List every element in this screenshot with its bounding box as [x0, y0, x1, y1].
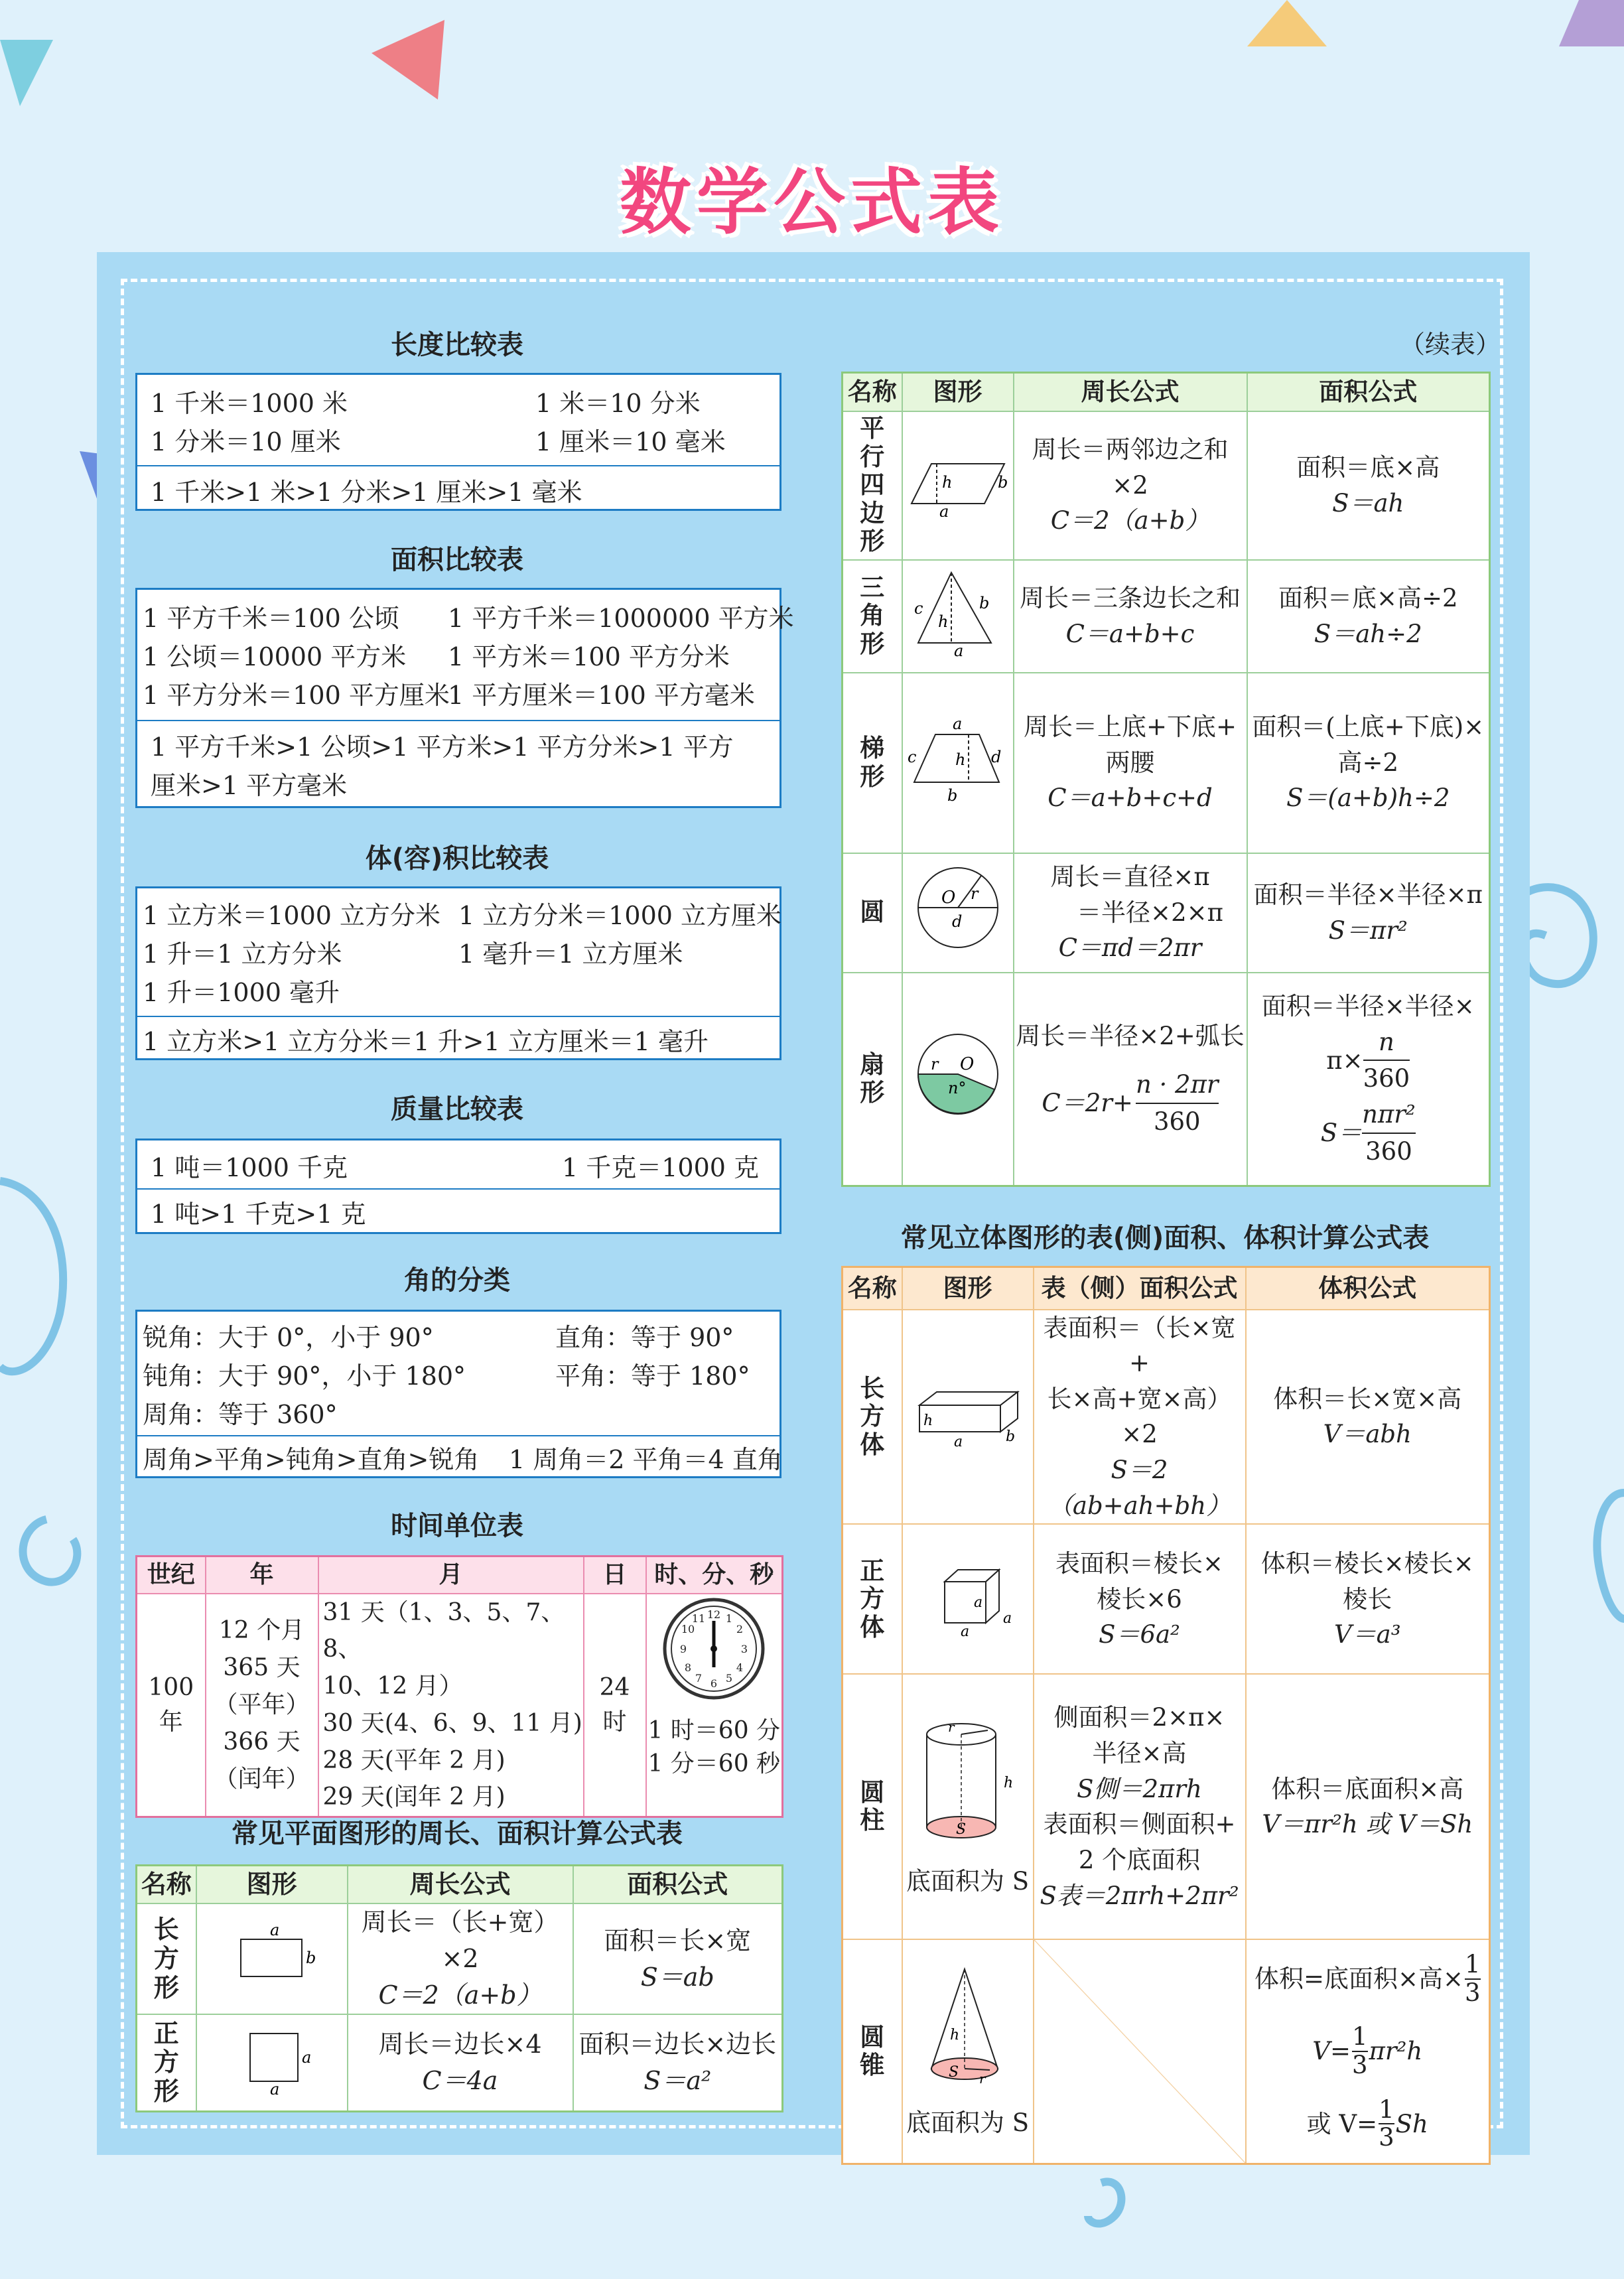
- swirl-decoration: [1088, 2181, 1121, 2223]
- angle-text: 直角：等于 90°: [555, 1323, 734, 1352]
- surface-formula: 侧面积＝2×π× 半径×高 S侧＝2πrh 表面积＝侧面积+ 2 个底面积 S表＝2πrh+2πr²: [1034, 1674, 1246, 1939]
- area-title: 面积比较表: [391, 545, 523, 575]
- svg-text:c: c: [907, 748, 916, 767]
- area-chain: 1 平方千米>1 公顷>1 平方米>1 平方分米>1 平方: [151, 732, 734, 762]
- time-header: 月: [318, 1556, 584, 1594]
- cuboid-figure: [902, 1310, 1034, 1525]
- volume-text: 1 立方分米＝1000 立方厘米: [458, 901, 782, 930]
- triangle-decoration: [1559, 0, 1624, 46]
- empty-cell: [1034, 1939, 1246, 2164]
- plane-table-continued: [841, 372, 1491, 1187]
- length-text: 1 厘米＝10 毫米: [535, 427, 726, 456]
- length-box: [135, 373, 781, 511]
- area-formula: 面积＝长×宽 S＝ab: [573, 1903, 783, 2014]
- shape-name: 三角形: [843, 560, 902, 673]
- svg-text:S: S: [948, 2063, 959, 2081]
- circle-figure: [902, 853, 1014, 973]
- perimeter-formula: 周长＝直径×π ＝半径×2×π C＝πd＝2πr: [1014, 853, 1247, 973]
- triangle-figure: [902, 560, 1014, 673]
- mass-chain: 1 吨>1 千克>1 克: [151, 1200, 366, 1229]
- svg-text:O: O: [959, 1054, 974, 1074]
- svg-text:c: c: [914, 599, 923, 618]
- cone-figure: h S r 底面积为 S: [902, 1939, 1034, 2164]
- svg-text:8: 8: [685, 1661, 692, 1674]
- volume-formula: 体积＝棱长×棱长× 棱长 V＝a³: [1246, 1524, 1490, 1674]
- svg-text:b: b: [305, 1949, 316, 1968]
- cube-figure: [902, 1524, 1034, 1674]
- plane-table: [135, 1864, 783, 2112]
- triangle-decoration: [0, 40, 53, 106]
- swirl-decoration: [23, 1519, 78, 1582]
- volume-text: 1 升＝1 立方分米: [143, 939, 342, 969]
- volume-chain: 1 立方米>1 立方分米＝1 升>1 立方厘米＝1 毫升: [143, 1027, 709, 1056]
- surface-formula: 表面积＝（长×宽+ 长×高+宽×高）×2 S＝2（ab+ah+bh）: [1034, 1310, 1246, 1525]
- volume-formula: 体积=底面积×高× $\frac{1}{3}$ V= $\frac{1}{3}$ πr²h 或 V= $\frac{1}{3}$ Sh: [1246, 1939, 1490, 2164]
- time-day: 24 时: [584, 1594, 646, 1817]
- time-hms: 12 1 2 3 4 5 6 7 8 9 10 11 1 时＝60 分 1 分＝60 秒: [646, 1594, 783, 1817]
- svg-text:7: 7: [695, 1671, 703, 1685]
- svg-text:S: S: [955, 1821, 966, 1838]
- volume-text: 1 升＝1000 毫升: [143, 978, 340, 1007]
- length-title: 长度比较表: [391, 330, 523, 360]
- solid-header: 图形: [902, 1267, 1034, 1310]
- solid-name: 长方体: [843, 1310, 902, 1525]
- perimeter-formula: 周长＝半径×2+弧长 C＝2r+ $\frac{n \cdot 2\pi r}{360}$: [1014, 973, 1247, 1186]
- solid-header: 表（侧）面积公式: [1034, 1267, 1246, 1310]
- area-text: 1 平方千米＝100 公顷: [143, 604, 399, 633]
- plane-title: 常见平面图形的周长、面积计算公式表: [232, 1819, 683, 1849]
- area-formula: 面积＝底×高÷2 S＝ah÷2: [1247, 560, 1490, 673]
- length-text: 1 米＝10 分米: [535, 389, 701, 418]
- time-title: 时间单位表: [391, 1511, 523, 1541]
- perimeter-formula: 周长＝三条边长之和 C＝a+b+c: [1014, 560, 1247, 673]
- angle-chain: 1 周角＝2 平角＝4 直角: [509, 1445, 783, 1474]
- mass-box: [135, 1139, 781, 1234]
- angle-text: 钝角：大于 90°，小于 180°: [143, 1361, 466, 1391]
- time-header: 世纪: [137, 1556, 206, 1594]
- svg-text:d: d: [990, 748, 1001, 767]
- volume-box: [135, 886, 781, 1060]
- plane-header: 周长公式: [1014, 373, 1247, 411]
- time-header: 时、分、秒: [646, 1556, 783, 1594]
- swirl-decoration: [1597, 1493, 1624, 1619]
- svg-text:3: 3: [741, 1642, 748, 1655]
- svg-text:r: r: [947, 1719, 955, 1736]
- time-century: 100 年: [137, 1594, 206, 1817]
- solid-name: 正方体: [843, 1524, 902, 1674]
- time-header: 日: [584, 1556, 646, 1594]
- trapezoid-figure: [902, 673, 1014, 853]
- svg-text:a: a: [960, 1623, 969, 1638]
- time-month: 31 天（1、3、5、7、8、 10、12 月） 30 天(4、6、9、11 月) 28 天(平年 2 月) 29 天(闰年 2 月): [318, 1594, 584, 1817]
- volume-formula: 体积＝长×宽×高 V＝abh: [1246, 1310, 1490, 1525]
- shape-name: 正方形: [137, 2014, 196, 2111]
- svg-text:b: b: [997, 473, 1008, 492]
- area-text: 1 平方厘米＝100 平方毫米: [448, 681, 755, 710]
- plane-header: 名称: [137, 1866, 196, 1904]
- svg-text:h: h: [1003, 1775, 1013, 1792]
- length-chain: 1 千米>1 米>1 分米>1 厘米>1 毫米: [151, 478, 582, 507]
- svg-text:h: h: [941, 473, 952, 492]
- perimeter-formula: 周长＝（长+宽）×2 C＝2（a+b）: [348, 1903, 573, 2014]
- angle-text: 锐角：大于 0°，小于 90°: [143, 1323, 434, 1352]
- svg-text:10: 10: [681, 1622, 695, 1635]
- svg-text:h: h: [949, 2026, 959, 2043]
- solid-name: 圆柱: [843, 1674, 902, 1939]
- mass-text: 1 吨＝1000 千克: [151, 1153, 348, 1182]
- surface-formula: 表面积＝棱长× 棱长×6 S＝6a²: [1034, 1524, 1246, 1674]
- svg-text:2: 2: [736, 1622, 744, 1635]
- svg-text:a: a: [952, 715, 962, 734]
- svg-text:a: a: [1002, 1610, 1012, 1627]
- area-formula: 面积＝底×高 S＝ah: [1247, 411, 1490, 560]
- plane-header: 图形: [196, 1866, 348, 1904]
- svg-text:r: r: [970, 884, 978, 904]
- svg-text:6: 6: [710, 1677, 718, 1690]
- svg-text:a: a: [269, 1921, 279, 1940]
- clock-icon: [657, 1594, 770, 1704]
- area-text: 1 公顷＝10000 平方米: [143, 642, 407, 671]
- svg-text:O: O: [941, 888, 955, 908]
- svg-text:a: a: [939, 502, 949, 518]
- svg-text:b: b: [979, 594, 989, 613]
- svg-text:12: 12: [707, 1608, 721, 1621]
- svg-text:1: 1: [726, 1612, 733, 1625]
- swirl-decoration: [0, 1181, 63, 1371]
- area-text: 1 平方千米＝1000000 平方米: [448, 604, 794, 633]
- triangle-decoration: [1247, 0, 1327, 46]
- parallelogram-figure: [902, 411, 1014, 560]
- svg-text:r: r: [930, 1054, 938, 1073]
- area-text: 1 平方分米＝100 平方厘米: [143, 681, 450, 710]
- svg-text:9: 9: [680, 1642, 687, 1655]
- length-text: 1 千米＝1000 米: [151, 389, 348, 418]
- svg-text:r: r: [979, 2070, 986, 2087]
- cylinder-figure: r h S 底面积为 S: [902, 1674, 1034, 1939]
- plane-header: 面积公式: [1247, 373, 1490, 411]
- solid-name: 圆锥: [843, 1939, 902, 2164]
- svg-text:h: h: [937, 612, 948, 632]
- area-formula: 面积＝边长×边长 S＝a²: [573, 2014, 783, 2111]
- shape-name: 扇形: [843, 973, 902, 1186]
- svg-text:a: a: [973, 1594, 982, 1612]
- svg-text:b: b: [1005, 1428, 1015, 1446]
- volume-formula: 体积＝底面积×高 V＝πr²h 或 V＝Sh: [1246, 1674, 1490, 1939]
- angle-box: [135, 1310, 781, 1478]
- solid-header: 名称: [843, 1267, 902, 1310]
- volume-text: 1 毫升＝1 立方厘米: [458, 939, 683, 969]
- time-year: 12 个月 365 天 （平年） 366 天 （闰年）: [206, 1594, 318, 1817]
- svg-text:5: 5: [726, 1671, 733, 1685]
- svg-text:4: 4: [736, 1661, 744, 1674]
- plane-header: 周长公式: [348, 1866, 573, 1904]
- perimeter-formula: 周长＝上底+下底+ 两腰 C＝a+b+c+d: [1014, 673, 1247, 853]
- mass-title: 质量比较表: [391, 1094, 523, 1125]
- svg-text:h: h: [955, 750, 965, 770]
- angle-chain: 周角>平角>钝角>直角>锐角: [143, 1445, 480, 1474]
- volume-title: 体(容)积比较表: [365, 843, 549, 874]
- area-formula: 面积＝半径×半径× π× $\frac{n}{360}$ S＝ nπr² 360: [1247, 973, 1490, 1186]
- solid-header: 体积公式: [1246, 1267, 1490, 1310]
- svg-text:b: b: [947, 786, 957, 805]
- length-text: 1 分米＝10 厘米: [151, 427, 341, 456]
- perimeter-formula: 周长＝边长×4 C＝4a: [348, 2014, 573, 2111]
- area-chain: 厘米>1 平方毫米: [151, 771, 348, 800]
- sector-figure: [902, 973, 1014, 1186]
- angle-text: 平角：等于 180°: [555, 1361, 750, 1391]
- svg-text:a: a: [953, 642, 963, 658]
- continued-label: （续表）: [1400, 330, 1501, 359]
- shape-name: 长方形: [137, 1903, 196, 2014]
- shape-name: 圆: [843, 853, 902, 973]
- svg-text:d: d: [951, 912, 962, 932]
- time-header: 年: [206, 1556, 318, 1594]
- svg-text:a: a: [953, 1434, 963, 1451]
- mass-text: 1 千克＝1000 克: [562, 1153, 760, 1182]
- area-formula: 面积＝半径×半径×π S＝πr²: [1247, 853, 1490, 973]
- plane-header: 图形: [902, 373, 1014, 411]
- angle-title: 角的分类: [404, 1265, 510, 1296]
- plane-header: 面积公式: [573, 1866, 783, 1904]
- page-title: 数学公式表: [619, 161, 1004, 244]
- shape-name: 平行四边形: [843, 411, 902, 560]
- perimeter-formula: 周长＝两邻边之和×2 C＝2（a+b）: [1014, 411, 1247, 560]
- rectangle-figure: [196, 1903, 348, 2014]
- area-box: [135, 588, 794, 808]
- solid-table: [841, 1266, 1491, 2165]
- triangle-decoration: [372, 20, 444, 100]
- svg-text:a: a: [301, 2047, 311, 2067]
- svg-text:a: a: [269, 2079, 279, 2095]
- angle-text: 周角：等于 360°: [143, 1400, 338, 1429]
- volume-text: 1 立方米＝1000 立方分米: [143, 901, 441, 930]
- shape-name: 梯形: [843, 673, 902, 853]
- solid-title: 常见立体图形的表(侧)面积、体积计算公式表: [900, 1223, 1430, 1253]
- svg-text:h: h: [923, 1413, 933, 1430]
- square-figure: [196, 2014, 348, 2111]
- svg-text:11: 11: [692, 1612, 706, 1625]
- area-text: 1 平方米＝100 平方分米: [448, 642, 730, 671]
- svg-text:n°: n°: [947, 1078, 966, 1097]
- area-formula: 面积＝(上底+下底)× 高÷2 S＝(a+b)h÷2: [1247, 673, 1490, 853]
- time-table: [135, 1555, 783, 1818]
- plane-header: 名称: [843, 373, 902, 411]
